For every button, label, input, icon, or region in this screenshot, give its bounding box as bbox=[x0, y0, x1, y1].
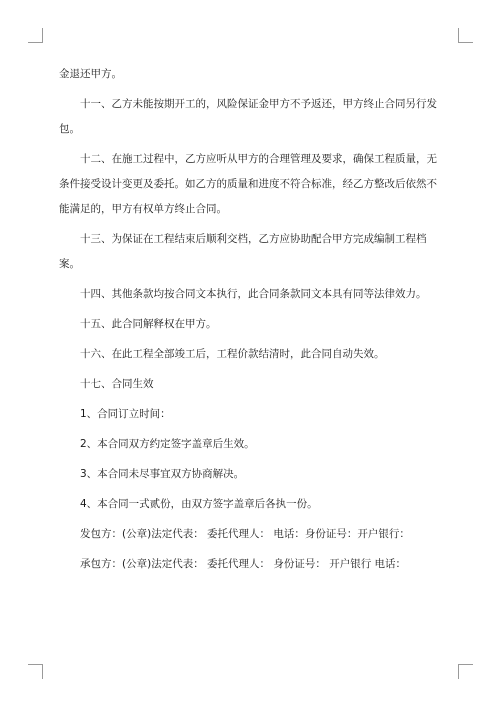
effect-item-1: 1、合同订立时间： bbox=[80, 408, 171, 420]
effect-item-2: 2、本合同双方约定签字盖章后生效。 bbox=[80, 438, 255, 450]
clause-12: 十二、在施工过程中，乙方应听从甲方的合理管理及要求，确保工程质量，无条件接受设计变更及委托。如乙方的质量和进度不符合标准，经乙方整改后依然不能满足的，甲方有权单方终止合同。 bbox=[59, 153, 437, 215]
clause-16: 十六、在此工程全部竣工后，工程价款结清时，此合同自动失效。 bbox=[80, 348, 385, 360]
clause-15: 十五、此合同解释权在甲方。 bbox=[80, 318, 217, 330]
clause-11: 十一、乙方未能按期开工的，风险保证金甲方不予返还，甲方终止合同另行发包。 bbox=[59, 98, 437, 135]
clause-17-heading: 十七、合同生效 bbox=[80, 378, 154, 390]
clause-13: 十三、为保证在工程结束后顺利交档，乙方应协助配合甲方完成编制工程档案。 bbox=[59, 233, 427, 270]
crop-mark-bottom-left bbox=[28, 664, 43, 679]
paragraph-continuation: 金退还甲方。 bbox=[59, 68, 122, 80]
effect-item-3: 3、本合同未尽事宜双方协商解决。 bbox=[80, 468, 245, 480]
document-body bbox=[59, 62, 444, 577]
clause-14: 十四、其他条款均按合同文本执行，此合同条款同文本具有同等法律效力。 bbox=[80, 288, 427, 300]
crop-mark-top-right bbox=[458, 28, 473, 43]
employer-signature-line: 发包方：(公章)法定代表： 委托代理人： 电话：身份证号：开户银行： bbox=[80, 528, 410, 540]
contractor-signature-line: 承包方：(公章)法定代表： 委托代理人： 身份证号： 开户银行 电话： bbox=[80, 558, 407, 570]
effect-item-4: 4、本合同一式贰份，由双方签字盖章后各执一份。 bbox=[80, 498, 318, 510]
crop-mark-bottom-right bbox=[458, 664, 473, 679]
crop-mark-top-left bbox=[28, 28, 43, 43]
